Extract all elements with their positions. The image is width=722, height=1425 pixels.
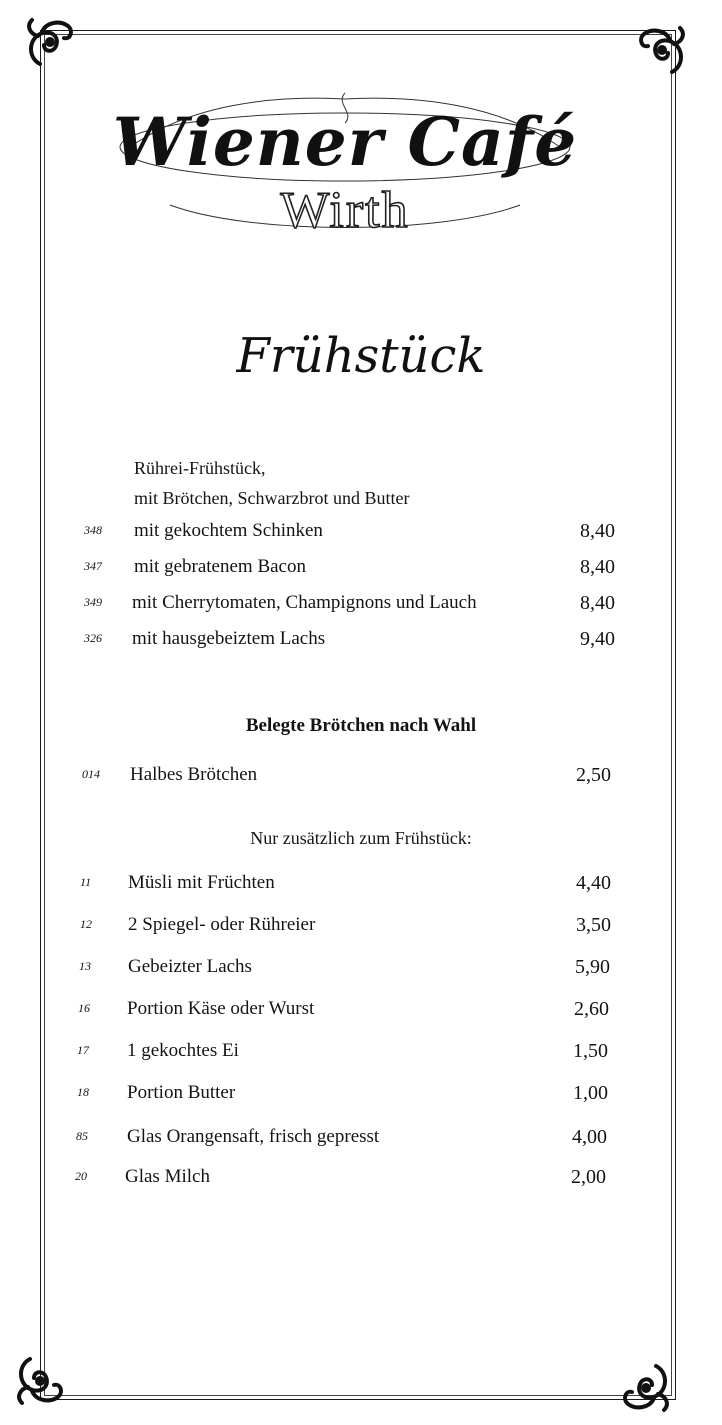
item-name: mit gebratenem Bacon	[134, 556, 306, 577]
item-number: 326	[84, 631, 102, 645]
item-name: 2 Spiegel- oder Rühreier	[128, 914, 316, 935]
item-price: 5,90	[575, 956, 610, 978]
corner-ornament-bottom-left	[12, 1345, 76, 1409]
logo-sub-text: Wirth	[280, 182, 410, 239]
item-number: 85	[76, 1129, 88, 1143]
item-price: 8,40	[580, 556, 615, 578]
item-name: Halbes Brötchen	[130, 764, 258, 785]
corner-ornament-top-right	[626, 22, 690, 86]
menu-item	[84, 556, 624, 582]
item-name: Glas Milch	[125, 1166, 210, 1187]
section-title: Frühstück	[236, 328, 486, 384]
item-name: mit gekochtem Schinken	[134, 520, 323, 541]
item-number: 16	[78, 1001, 90, 1015]
item-number: 12	[80, 917, 92, 931]
item-number: 349	[84, 595, 102, 609]
cafe-logo	[110, 85, 580, 245]
corner-ornament-bottom-right	[610, 1352, 674, 1416]
item-price: 1,00	[573, 1082, 608, 1104]
item-name: Glas Orangensaft, frisch gepresst	[127, 1126, 380, 1147]
menu-item	[75, 1166, 615, 1192]
item-price: 9,40	[580, 628, 615, 650]
item-number: 13	[79, 959, 91, 973]
item-price: 2,60	[574, 998, 609, 1020]
menu-item	[80, 872, 620, 898]
menu-item	[80, 914, 620, 940]
item-price: 4,00	[572, 1126, 607, 1148]
item-number: 18	[77, 1085, 89, 1099]
logo-script-text: Wiener Café	[112, 103, 578, 181]
item-price: 2,00	[571, 1166, 606, 1188]
item-name: Portion Butter	[127, 1082, 236, 1103]
intro-line-1: Rührei-Frühstück,	[134, 458, 266, 478]
item-price: 2,50	[576, 764, 611, 786]
item-number: 348	[84, 523, 102, 537]
intro-line-2: mit Brötchen, Schwarzbrot und Butter	[134, 488, 410, 508]
item-name: mit hausgebeiztem Lachs	[132, 628, 326, 649]
extras-note: Nur zusätzlich zum Frühstück:	[250, 828, 472, 848]
item-name: Müsli mit Früchten	[128, 872, 275, 893]
rolls-heading: Belegte Brötchen nach Wahl	[245, 715, 477, 736]
item-price: 4,40	[576, 872, 611, 894]
item-price: 8,40	[580, 520, 615, 542]
menu-item	[84, 520, 624, 546]
corner-ornament-top-left	[22, 14, 86, 78]
menu-item	[82, 764, 622, 790]
menu-item	[84, 628, 624, 654]
item-number: 17	[77, 1043, 89, 1057]
menu-item	[79, 956, 619, 982]
item-price: 1,50	[573, 1040, 608, 1062]
menu-item	[76, 1126, 616, 1152]
item-number: 347	[84, 559, 102, 573]
item-number: 014	[82, 767, 100, 781]
menu-item	[78, 998, 618, 1024]
menu-item	[77, 1040, 617, 1066]
item-name: Gebeizter Lachs	[128, 956, 252, 977]
item-number: 11	[80, 875, 92, 889]
menu-item	[77, 1082, 617, 1108]
item-price: 8,40	[580, 592, 615, 614]
item-price: 3,50	[576, 914, 611, 936]
item-name: mit Cherrytomaten, Champignons und Lauch	[132, 592, 477, 613]
item-name: Portion Käse oder Wurst	[127, 998, 315, 1019]
item-name: 1 gekochtes Ei	[127, 1040, 239, 1061]
item-number: 20	[75, 1169, 87, 1183]
menu-item	[84, 592, 624, 618]
